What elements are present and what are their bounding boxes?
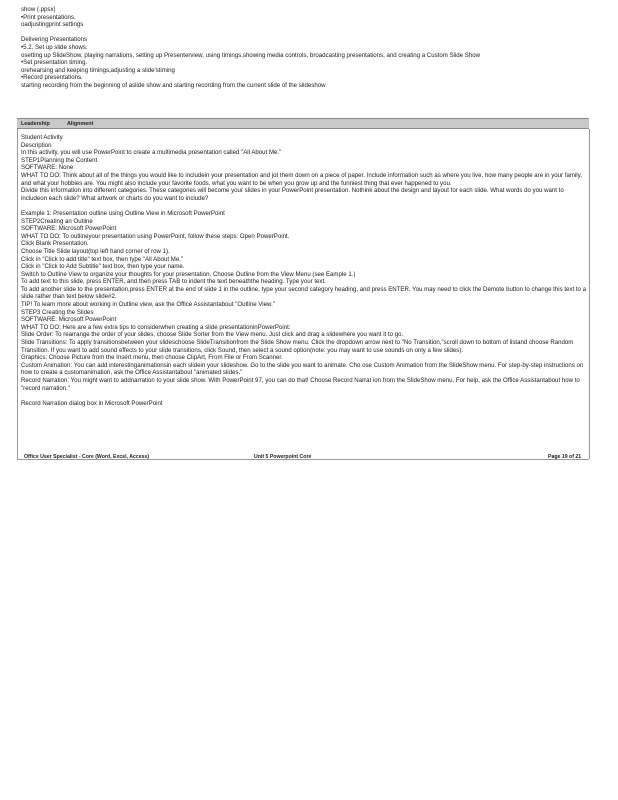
- spacer: [21, 392, 589, 400]
- table-border-right: [589, 129, 590, 459]
- student-activity-section: [21, 134, 589, 407]
- text-paragraph: To add another slide to the presentation,press ENTER at the end of slide 1 in the outline, type your second category heading, and press ENTER. You may need to click the Demote button to change this text to a slide rather than text below slide#2.: [21, 285, 587, 301]
- text-line: show (.ppsx): [21, 6, 56, 13]
- text-paragraph: Custom Animation: You can add interestinganimationsin each slidein your slideshow. Go to the slide you want to animate. Cho ose Custom Animation from the SlideShow menu. For step-by-step instructions on how to create a customanimation, ask the Office Assistantabout "animated slides.": [21, 361, 584, 377]
- spacer: [21, 202, 589, 210]
- table-border-left: [17, 129, 18, 459]
- text-line: WHAT TO DO: Here are a few extra tips to considerwhen creating a slide presentationinPowerPoint:: [21, 323, 291, 331]
- text-line: Click Blank Presentation.: [21, 240, 89, 248]
- text-line: •5.2. Set up slide shows.: [21, 43, 88, 51]
- text-line: orehearsing and keeping timings,adjusting a slide'stiming: [21, 66, 175, 74]
- text-line: Delivering Presentations: [21, 36, 88, 44]
- spacer: [21, 29, 589, 37]
- band-label-leadership: Leadership: [21, 120, 50, 127]
- text-line: Description: [21, 141, 52, 149]
- text-line: •Print presentations.: [21, 13, 76, 21]
- text-line: Click in "Click to add title" text box, then type "All About Me.": [21, 255, 184, 263]
- band-label-alignment: Alignment: [67, 120, 94, 127]
- text-line: Click in "Click to Add Subtitle" text box, then type your name.: [21, 263, 185, 271]
- text-line: To add text to this slide, press ENTER, and then press TAB to indent the text beneaththe heading. Type your text.: [21, 278, 326, 286]
- footer-course: Office User Specialist - Core (Word, Excel, Access): [24, 454, 150, 460]
- text-line: STEP3 Creating the Slides: [21, 308, 94, 316]
- text-line: STEP1Planning the Content: [21, 156, 98, 164]
- text-paragraph: Divide this information into different categories. These categories will become your slides in your PowerPoint presentation. Nothink about the design and layout for each slide. What words do you want to includeon each slide? What artwork or charts do you want to include?: [21, 187, 564, 202]
- text-line: Slide Order: To rearrange the order of your slides, choose Slide Sorter from the View menu. Just click and drag a slidewhere you want it to go.: [21, 331, 404, 339]
- section-header-band: [17, 118, 589, 129]
- text-line: STEP2Creating an Outline: [21, 217, 93, 225]
- text-line: In this activity, you will use PowerPoint to create a multimedia presentation called "All About Me.": [21, 149, 282, 157]
- text-line: •Set presentation timing.: [21, 59, 88, 67]
- text-line: Switch to Outline View to organize your thoughts for your presentation. Choose Outline from the View Menu (see Eample 1.): [21, 270, 356, 278]
- text-line: SOFTWARE: Microsoft PowerPoint: [21, 225, 117, 233]
- text-paragraph: WHAT TO DO: Think about all of the things you would like to includein your presentation and jot them down on a piece of paper. Include information such as where you live, how many people are in your family, and what your hobbies are. You might also include your favorite foods, what you want to be when you grow up and the funniest thing that ever happened to you.: [21, 171, 582, 187]
- footer-unit: Unit 5 Powerpoint Core: [254, 454, 312, 460]
- text-paragraph: Record Narration: You might want to addnarration to your slide show. With PowerPoint 97, you can do that! Choose Record Narrat ion from the SlideShow menu. For help, ask the Office Assistantabout how to "record narration.": [21, 377, 580, 392]
- text-line: TIP! To learn more about working in Outline view, ask the Office Assistantabout "Outline View.": [21, 301, 275, 309]
- text-line: osetting up SlideShow, playing narrations, setting up Presenterview, using timings,showing media controls, broadcasting presentations, and creating a Custom Slide Show: [21, 51, 480, 59]
- text-line: Choose Title Slide layout(top left hand corner of row 1).: [21, 247, 170, 255]
- text-paragraph: Slide Transitions: To apply transitionsbetween your slideschoose SlideTransitionfrom the Slide Show menu. Click the dropdown arrow next to "No Transition,"scroll down to bottom of listand choose Random Transition. If you want to add sound effects to your slide transitions, click Sound, then select a sound option(note: you may want to use sounds on only a few slides).: [21, 339, 574, 354]
- text-line: Record Narration dialog box in Microsoft PowerPoint: [21, 399, 163, 407]
- text-line: Student Activity: [21, 134, 63, 141]
- text-line: SOFTWARE: None: [21, 164, 74, 172]
- text-line: Example 1: Presentation outline using Outline View in Microsoft PowerPoint: [21, 209, 225, 217]
- text-line: oadjustingprint settings: [21, 21, 84, 29]
- text-line: WHAT TO DO: To outlineyour presentation using PowerPoint, follow these steps: Open PowerPoint.: [21, 232, 290, 240]
- footer-page-number: Page 19 of 21: [548, 454, 582, 460]
- text-line: •Record presentations.: [21, 74, 83, 82]
- text-line: Graphics: Choose Picture from the Insert menu, then choose ClipArt, From File or From Scanner.: [21, 354, 283, 362]
- text-line: starting recording from the beginning of aslide show and starting recording from the current slide of the slideshow: [21, 81, 326, 89]
- text-line: SOFTWARE: Microsoft PowerPoint: [21, 316, 117, 324]
- top-section: [21, 6, 589, 90]
